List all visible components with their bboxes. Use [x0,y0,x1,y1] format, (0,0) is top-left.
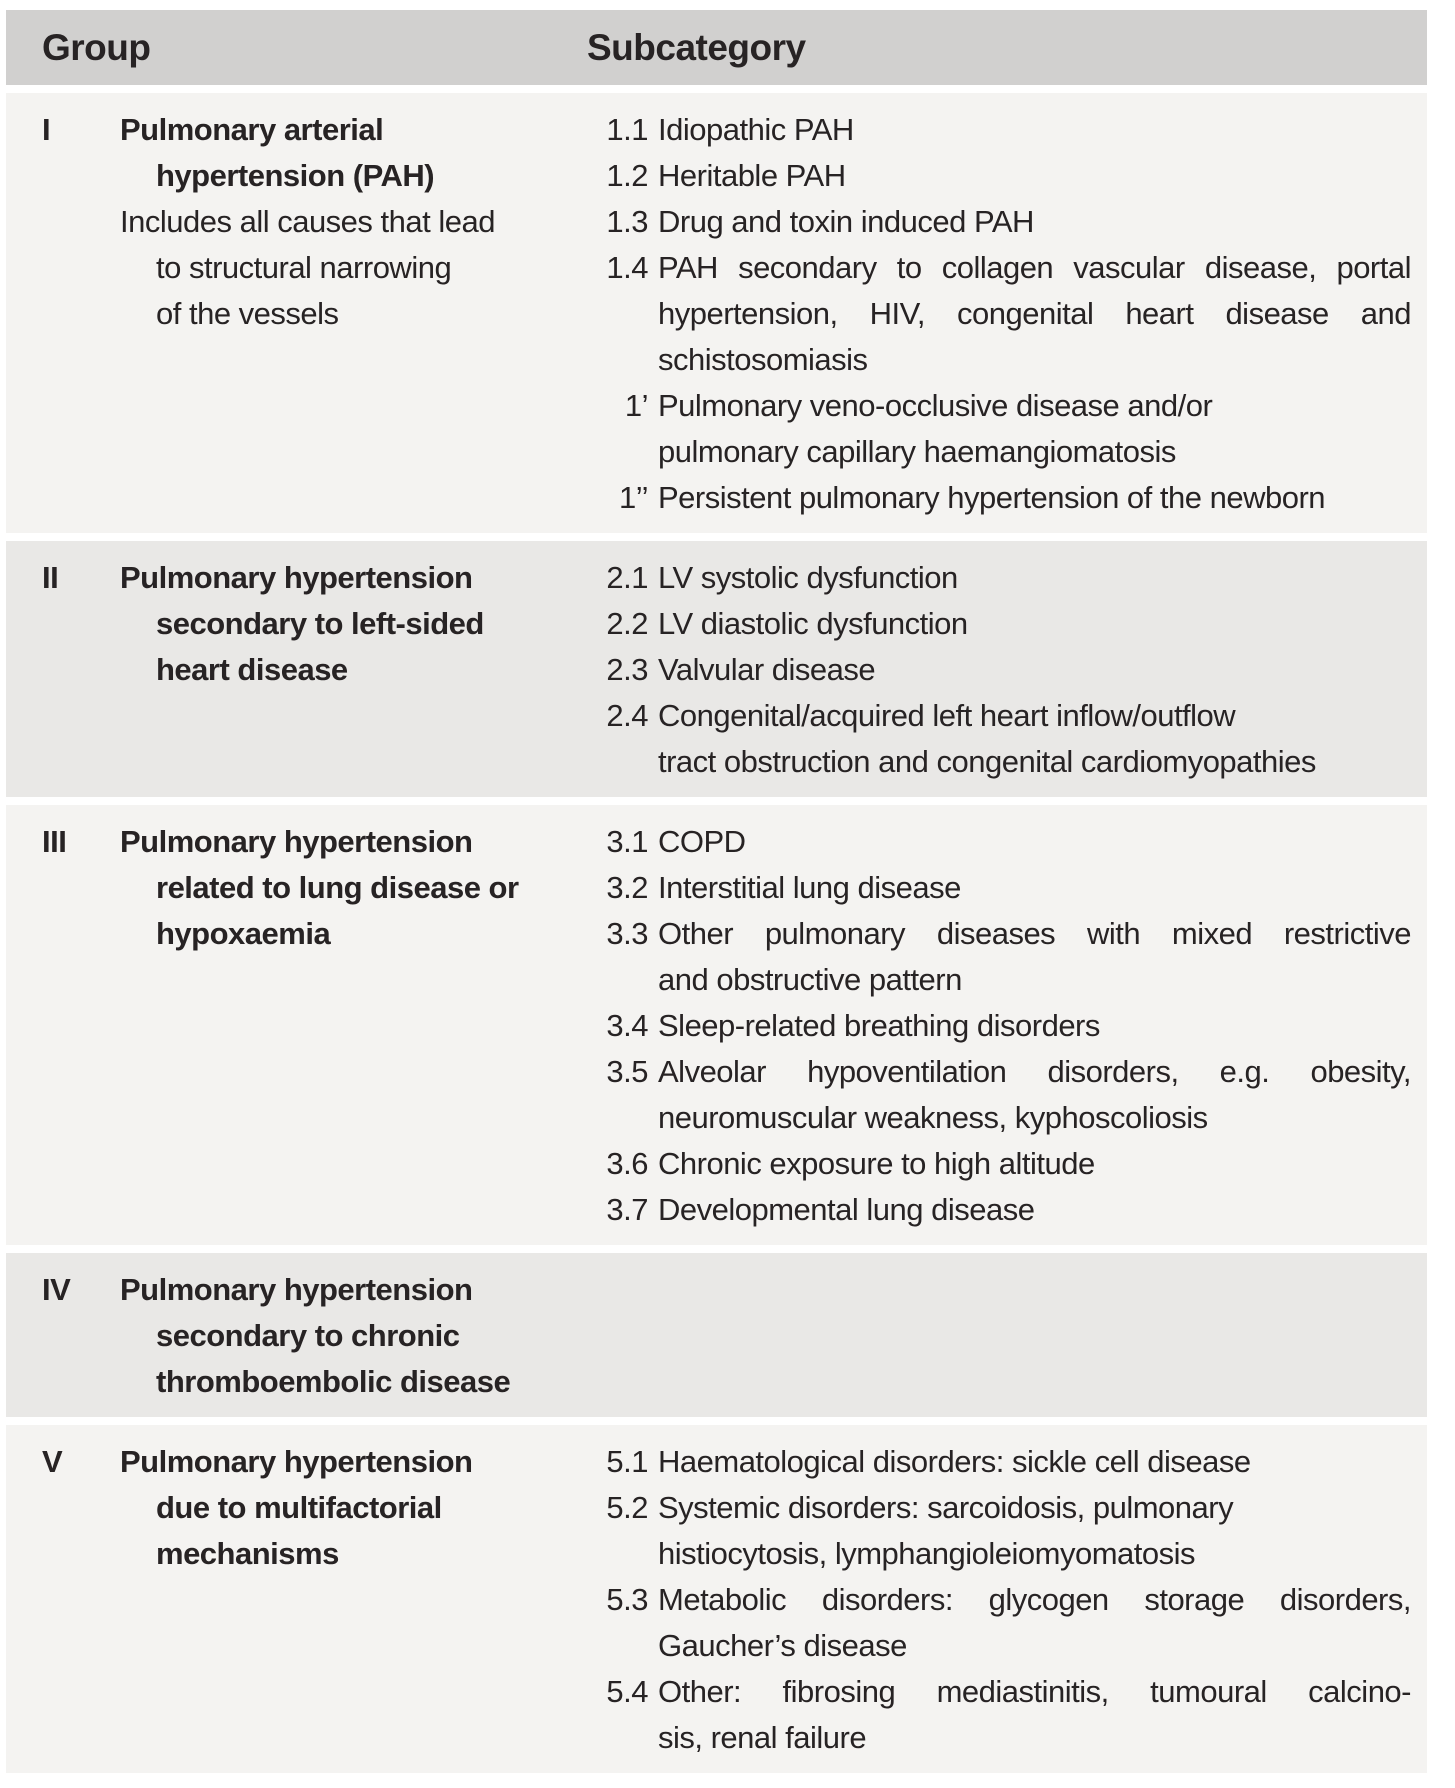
group-row-I [6,93,1427,533]
subcategory-text [648,1003,1411,1049]
subcategory-item [582,693,1411,785]
subcategory-text [648,819,1411,865]
group-description [120,1267,582,1405]
group-title-line: due to multifactorial [156,1490,442,1525]
subcategory-item [582,383,1411,475]
subcategory-number: 5.1 [606,1444,648,1479]
subcategory-text-line: Drug and toxin induced PAH [658,204,1034,239]
subcategory-text-line: LV systolic dysfunction [658,560,958,595]
subcategory-text-line: and obstructive pattern [658,962,962,997]
subcategory-number: 3.7 [606,1192,648,1227]
subcategory-text [648,107,1411,153]
group-title-line: Pulmonary hypertension [120,560,473,595]
subcategory-text [648,1577,1411,1669]
group-title-line: mechanisms [156,1536,339,1571]
group-description [120,1439,582,1761]
subcategory-text [648,383,1411,475]
subcategory-text-line: histiocytosis, lymphangioleiomyomatosis [658,1536,1196,1571]
subcategory-text [648,555,1411,601]
subcategory-text-line: Valvular disease [658,652,876,687]
subcategory-item [582,153,1411,199]
subcategory-item [582,245,1411,383]
subcategory-text [648,865,1411,911]
subcategory-text [648,245,1411,383]
group-title-line: secondary to left-sided [156,606,484,641]
subcategory-text-line: COPD [658,824,746,859]
group-numeral: III [42,824,67,859]
group-row-II [6,541,1427,797]
subcategory-text-line: Other pulmonary diseases with mixed restrictive [658,916,1411,951]
subcategory-text [648,911,1411,1003]
subcategory-item [582,1439,1411,1485]
subcategory-text-line: Persistent pulmonary hypertension of the newborn [658,480,1326,515]
subcategory-item [582,601,1411,647]
subcategory-item [582,555,1411,601]
subcategory-text-line: schistosomiasis [658,342,868,377]
group-title-line: thromboembolic disease [156,1364,511,1399]
subcategory-text-line: Idiopathic PAH [658,112,854,147]
subcategory-text-line: Gaucher’s disease [658,1628,907,1663]
group-title-line: heart disease [156,652,348,687]
group-title-line: hypoxaemia [156,916,331,951]
group-description [120,555,582,785]
group-title-line: related to lung disease or [156,870,519,905]
subcategory-list [582,107,1411,521]
subcategory-item [582,911,1411,1003]
subcategory-number: 2.3 [606,652,648,687]
subcategory-text [648,1187,1411,1233]
subcategory-text-line: LV diastolic dysfunction [658,606,968,641]
subcategory-number: 1.2 [606,158,648,193]
group-title-line: Pulmonary arterial [120,112,384,147]
subcategory-text-line: Pulmonary veno-occlusive disease and/or [658,388,1213,423]
classification-table [6,10,1427,1773]
group-description [120,819,582,1233]
subcategory-item [582,199,1411,245]
subcategory-text-line: Sleep-related breathing disorders [658,1008,1100,1043]
subcategory-text-line: sis, renal failure [658,1720,867,1755]
column-header-subcategory: Subcategory [587,26,806,68]
group-row-IV [6,1253,1427,1417]
subcategory-text-line: Heritable PAH [658,158,846,193]
subcategory-number: 3.3 [606,916,648,951]
group-description [120,107,582,521]
subcategory-number: 5.3 [606,1582,648,1617]
group-numeral: IV [42,1272,71,1307]
subcategory-text [648,475,1411,521]
subcategory-item [582,475,1411,521]
subcategory-text [648,693,1411,785]
group-rows [6,93,1427,1773]
group-numeral: V [42,1444,63,1479]
subcategory-text [648,1439,1411,1485]
group-note-line: Includes all causes that lead [120,204,495,239]
subcategory-text [648,1141,1411,1187]
subcategory-text-line: Interstitial lung disease [658,870,961,905]
subcategory-item [582,1577,1411,1669]
group-numeral: I [42,112,51,147]
group-numeral: II [42,560,59,595]
subcategory-text [648,153,1411,199]
subcategory-number: 2.4 [606,698,648,733]
subcategory-text [648,1485,1411,1577]
subcategory-text-line: neuromuscular weakness, kyphoscoliosis [658,1100,1208,1135]
subcategory-item [582,865,1411,911]
subcategory-text-line: Haematological disorders: sickle cell disease [658,1444,1251,1479]
subcategory-number: 2.1 [606,560,648,595]
column-header-group: Group [42,26,151,68]
subcategory-number: 1.1 [606,112,648,147]
subcategory-number: 2.2 [606,606,648,641]
subcategory-list [582,1267,1411,1405]
subcategory-number: 3.2 [606,870,648,905]
subcategory-text-line: tract obstruction and congenital cardiomyopathies [658,744,1316,779]
subcategory-text-line: Other: fibrosing mediastinitis, tumoural calcino- [658,1674,1411,1709]
group-row-III [6,805,1427,1245]
group-title-line: secondary to chronic [156,1318,460,1353]
group-title-line: Pulmonary hypertension [120,824,473,859]
subcategory-text-line: Systemic disorders: sarcoidosis, pulmonary [658,1490,1234,1525]
group-note-line: to structural narrowing [156,250,452,285]
table-header [6,10,1427,85]
subcategory-item [582,647,1411,693]
subcategory-text-line: Developmental lung disease [658,1192,1035,1227]
subcategory-number: 3.1 [606,824,648,859]
subcategory-number: 5.2 [606,1490,648,1525]
subcategory-list [582,1439,1411,1761]
subcategory-list [582,819,1411,1233]
subcategory-text-line: pulmonary capillary haemangiomatosis [658,434,1176,469]
subcategory-text-line: Metabolic disorders: glycogen storage disorders, [658,1582,1411,1617]
group-title-line: Pulmonary hypertension [120,1444,473,1479]
subcategory-number: 1’’ [619,480,648,515]
subcategory-item [582,819,1411,865]
group-title-line: Pulmonary hypertension [120,1272,473,1307]
subcategory-text [648,199,1411,245]
subcategory-number: 3.6 [606,1146,648,1181]
group-title-line: hypertension (PAH) [156,158,435,193]
subcategory-number: 3.5 [606,1054,648,1089]
subcategory-text-line: hypertension, HIV, congenital heart disease and [658,296,1411,331]
subcategory-text [648,647,1411,693]
group-note-line: of the vessels [156,296,339,331]
subcategory-text [648,1049,1411,1141]
subcategory-item [582,1187,1411,1233]
subcategory-text-line: PAH secondary to collagen vascular disease, portal [658,250,1411,285]
subcategory-text-line: Congenital/acquired left heart inflow/outflow [658,698,1236,733]
subcategory-text [648,1669,1411,1761]
subcategory-item [582,1003,1411,1049]
group-row-V [6,1425,1427,1773]
subcategory-number: 1.4 [606,250,648,285]
subcategory-number: 5.4 [606,1674,648,1709]
subcategory-number: 1’ [624,388,648,423]
subcategory-text [648,601,1411,647]
subcategory-item [582,1669,1411,1761]
subcategory-item [582,1049,1411,1141]
subcategory-item [582,107,1411,153]
subcategory-text-line: Alveolar hypoventilation disorders, e.g. obesity, [658,1054,1411,1089]
subcategory-number: 3.4 [606,1008,648,1043]
subcategory-item [582,1485,1411,1577]
subcategory-number: 1.3 [606,204,648,239]
subcategory-list [582,555,1411,785]
subcategory-item [582,1141,1411,1187]
subcategory-text-line: Chronic exposure to high altitude [658,1146,1095,1181]
